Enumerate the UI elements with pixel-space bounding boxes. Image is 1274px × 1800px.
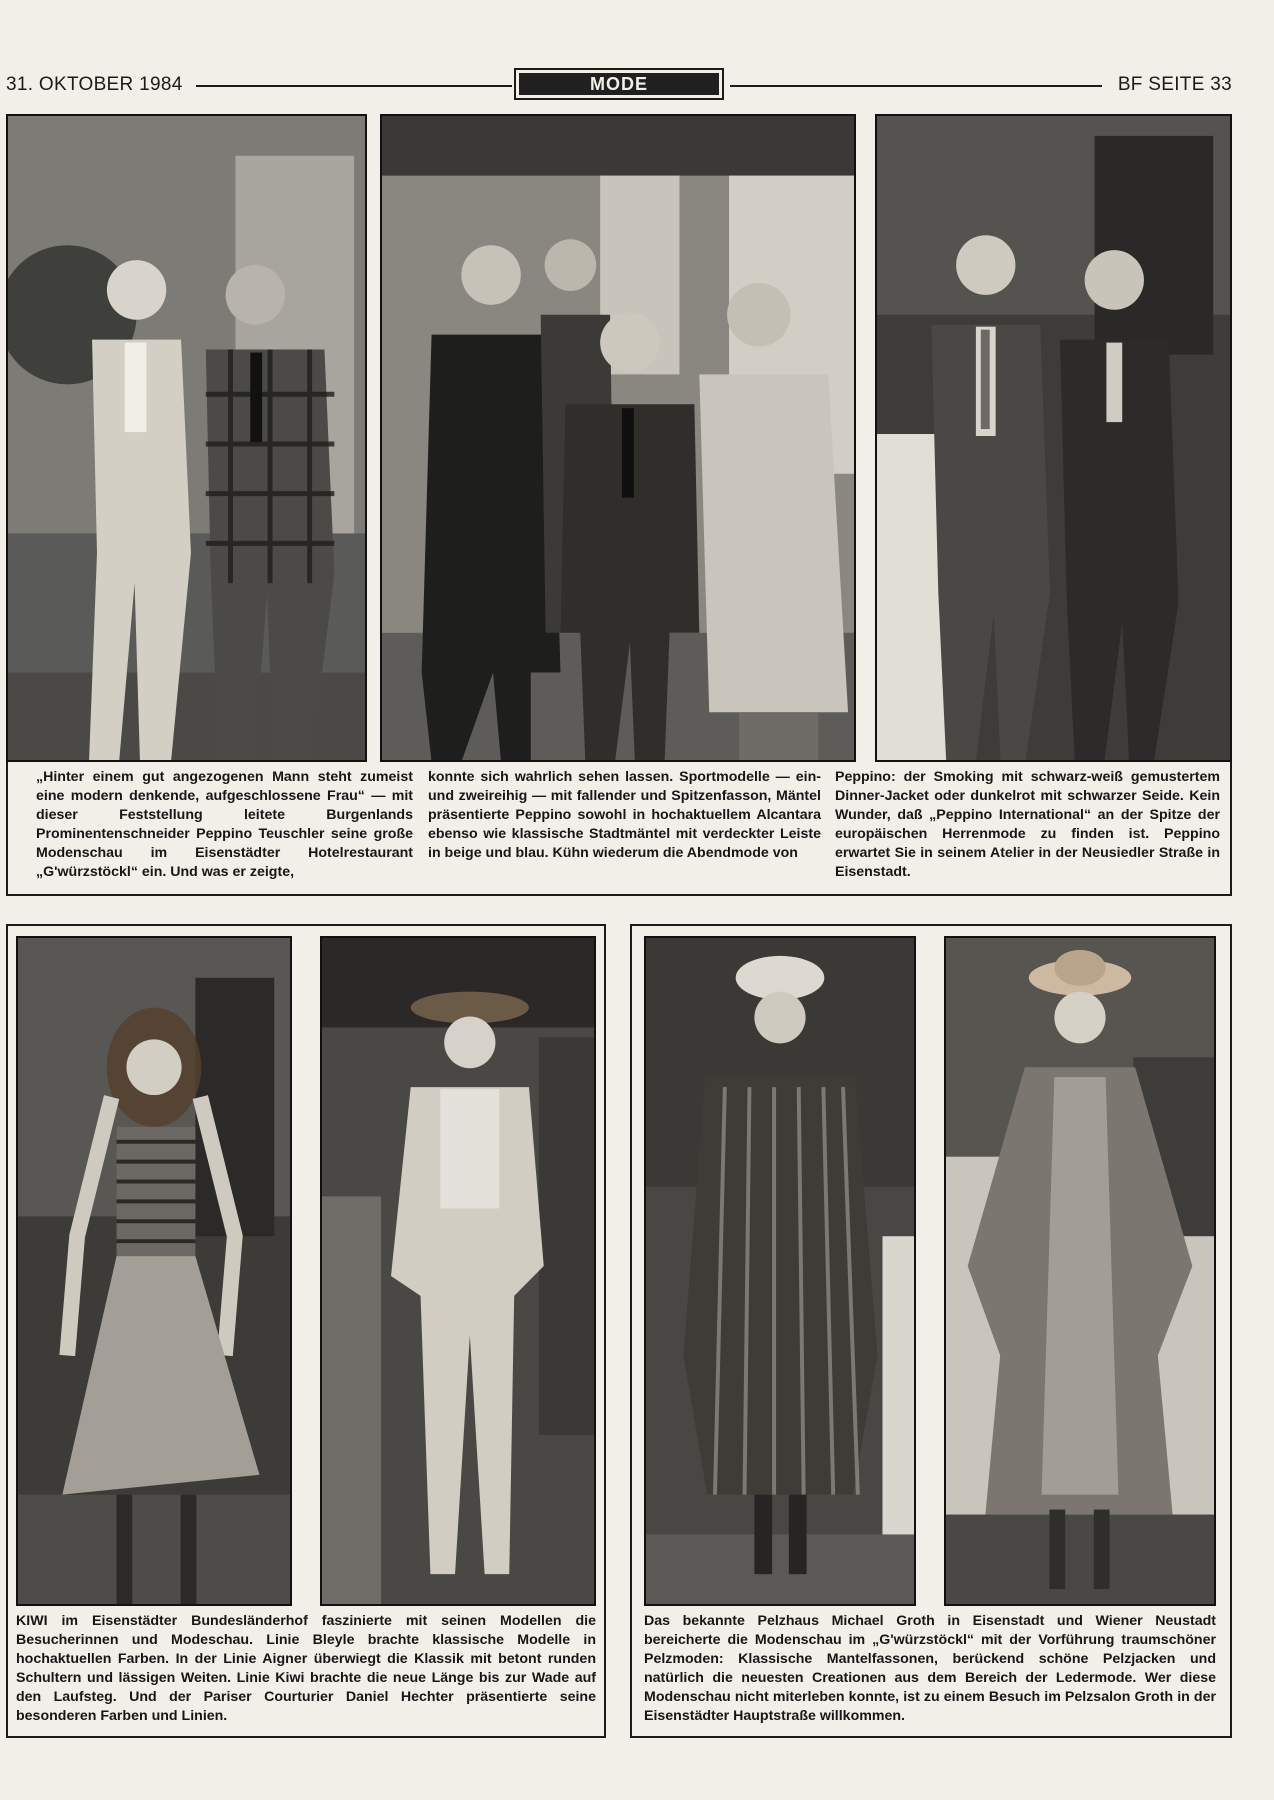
page-number: BF SEITE 33 (1117, 74, 1232, 95)
section-label-box (514, 68, 724, 100)
top-caption-col-3: Peppino: der Smoking mit schwarz-weiß gemustertem Dinner-Jacket oder dunkelrot mit schwarzer Seide. Kein Wunder, daß „Peppino International“ an der Spitze der europäischen Herrenmode zu finden ist. Peppino erwartet Sie in seinem Atelier in der Neusiedler Straße in Eisenstadt. (835, 769, 1220, 880)
photo-woman-light-suit (320, 936, 596, 1606)
photo-two-men-suits (6, 114, 367, 762)
header-rule-right (730, 85, 1102, 87)
bottom-right-caption: Das bekannte Pelzhaus Michael Groth in Eisenstadt und Wiener Neustadt bereicherte die Modenschau im „G'würzstöckl“ mit der Vorführung traumschöner Pelzmoden: Klassische Mantelfassonen, berückend schöne Pelzjacken und natürlich die neuesten Creationen aus dem Bereich der Ledermode. Wer diese Modenschau nicht miterleben konnte, ist zu einem Besuch im Pelzsalon Groth in der Eisenstädter Hauptstraße willkommen. (644, 1613, 1216, 1724)
issue-date: 31. OKTOBER 1984 (6, 74, 183, 95)
top-caption-col-1: „Hinter einem gut angezogenen Mann steht zumeist eine modern denkende, aufgeschlossene Frau“ — mit dieser Feststellung leitete Burgenlands Prominentenschneider Peppino Teuschler seine große Modenschau im Eisenstädter Hotelrestaurant „G'würzstöckl“ ein. Und was er zeigte, (36, 769, 413, 880)
section-label: MODE (519, 73, 719, 95)
photo-woman-fur-coat (644, 936, 916, 1606)
photo-woman-leather-coat (944, 936, 1216, 1606)
top-caption-col-2: konnte sich wahrlich sehen lassen. Sportmodelle — ein- und zweireihig — mit fallender und Spitzenfasson, Mäntel präsentierte Peppino sowohl in hochaktuellem Alcantara ebenso wie klassische Stadtmäntel mit verdeckter Leiste in beige und blau. Kühn wiederum die Abendmode von (428, 769, 821, 861)
bottom-left-caption: KIWI im Eisenstädter Bundesländerhof faszinierte mit seinen Modellen die Besucherinnen und Modeschau. Linie Bleyle brachte klassische Modelle in hochaktuellen Farben. In der Linie Aigner überwiegt die Klassik mit betont runden Schultern und lässigen Weiten. Linie Kiwi brachte die neue Länge bis zur Wade auf den Laufsteg. Und der Pariser Courturier Daniel Hechter präsentierte seine besonderen Farben und Linien. (16, 1613, 596, 1724)
photo-two-men-dinner-jackets (875, 114, 1232, 762)
header-rule-left (196, 85, 512, 87)
page-header (0, 66, 1274, 106)
top-caption (6, 762, 1232, 896)
photo-four-men-coats (380, 114, 856, 762)
photo-woman-striped-dress (16, 936, 292, 1606)
